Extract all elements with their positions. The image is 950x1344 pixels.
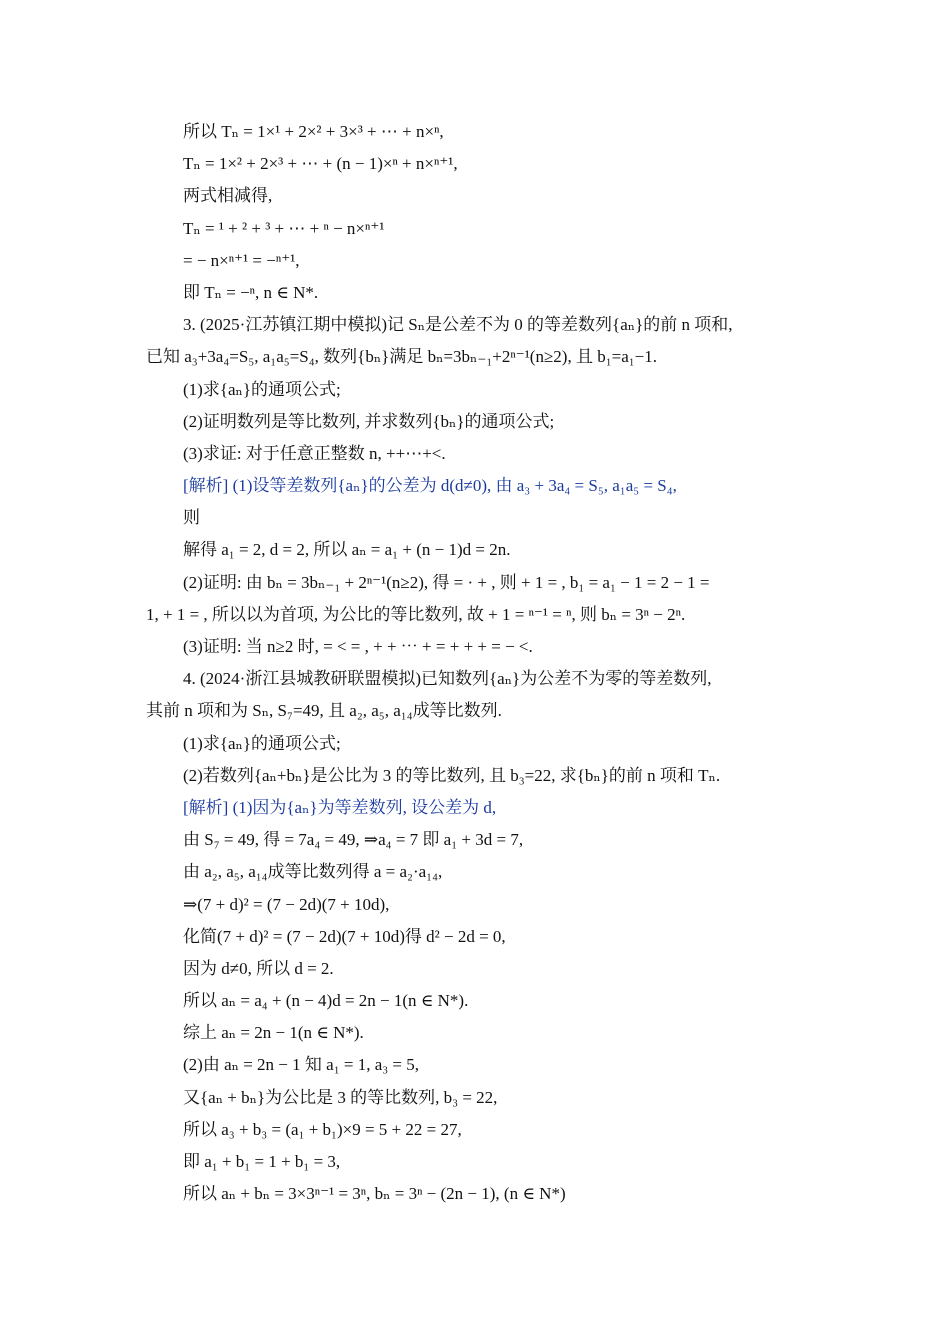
- document-page: [146, 116, 826, 1210]
- text-line: 因为 d≠0, 所以 d = 2.: [183, 958, 334, 978]
- text-line: Tₙ = 1×² + 2×³ + ⋯ + (n − 1)×ⁿ + n×ⁿ⁺¹,: [183, 154, 458, 174]
- text-line: 所以 Tₙ = 1×¹ + 2×² + 3×³ + ⋯ + n×ⁿ,: [183, 122, 444, 141]
- solution-label-line: [解析] (1)因为{aₙ}为等差数列, 设公差为 d,: [183, 797, 497, 817]
- text-line: 即 a₁ + b₁ = 1 + b₁ = 3,: [183, 1152, 341, 1171]
- text-line: 已知 a₃+3a₄=S₅, a₁a₅=S₄, 数列{bₙ}满足 bₙ=3bₙ₋₁+2ⁿ⁻¹(n≥2), 且 b₁=a₁−1.: [146, 347, 658, 367]
- text-line: (1)求{aₙ}的通项公式;: [183, 733, 341, 753]
- problem-4-heading: 4. (2024·浙江县城教研联盟模拟)已知数列{aₙ}为公差不为零的等差数列,: [183, 669, 712, 689]
- problem-3-heading: 3. (2025·江苏镇江期中模拟)记 Sₙ是公差不为 0 的等差数列{aₙ}的前 n 项和,: [183, 315, 733, 335]
- text-line: 由 S₇ = 49, 得 = 7a₄ = 49, ⇒a₄ = 7 即 a₁ + 3d = 7,: [183, 830, 524, 850]
- text-line: 化简(7 + d)² = (7 − 2d)(7 + 10d)得 d² − 2d = 0,: [183, 926, 506, 946]
- text-line: ⇒(7 + d)² = (7 − 2d)(7 + 10d),: [183, 894, 390, 914]
- text-line: 综上 aₙ = 2n − 1(n ∈ N*).: [183, 1023, 364, 1043]
- text-line: 又{aₙ + bₙ}为公比是 3 的等比数列, b₃ = 22,: [183, 1087, 498, 1107]
- solution-label-line: [解析] (1)设等差数列{aₙ}的公差为 d(d≠0), 由 a₃ + 3a₄ = S₅, a₁a₅ = S₄,: [183, 476, 677, 496]
- text-line: 即 Tₙ = −ⁿ, n ∈ N*.: [183, 282, 319, 302]
- text-line: 解得 a₁ = 2, d = 2, 所以 aₙ = a₁ + (n − 1)d = 2n.: [183, 540, 511, 560]
- text-line: 所以 a₃ + b₃ = (a₁ + b₁)×9 = 5 + 22 = 27,: [183, 1119, 462, 1139]
- text-line: (3)求证: 对于任意正整数 n, ++⋯+<.: [183, 443, 446, 463]
- text-line: 两式相减得,: [183, 186, 273, 206]
- text-line: 则: [183, 508, 200, 528]
- text-line: Tₙ = ¹ + ² + ³ + ⋯ + ⁿ − n×ⁿ⁺¹: [183, 218, 385, 238]
- text-line: (2)由 aₙ = 2n − 1 知 a₁ = 1, a₃ = 5,: [183, 1055, 420, 1075]
- text-line: 所以 aₙ + bₙ = 3×3ⁿ⁻¹ = 3ⁿ, bₙ = 3ⁿ − (2n − 1), (n ∈ N*): [183, 1184, 566, 1204]
- text-line: (3)证明: 当 n≥2 时, = < = , + + ⋯ + = + + + = − <.: [183, 637, 533, 656]
- text-line: = − n×ⁿ⁺¹ = −ⁿ⁺¹,: [183, 250, 300, 270]
- text-line: (1)求{aₙ}的通项公式;: [183, 379, 341, 399]
- text-line: (2)证明数列是等比数列, 并求数列{bₙ}的通项公式;: [183, 411, 555, 431]
- text-line: (2)若数列{aₙ+bₙ}是公比为 3 的等比数列, 且 b₃=22, 求{bₙ}的前 n 项和 Tₙ.: [183, 765, 721, 785]
- text-line: 所以 aₙ = a₄ + (n − 4)d = 2n − 1(n ∈ N*).: [183, 991, 469, 1011]
- text-line: 由 a₂, a₅, a₁₄成等比数列得 a = a₂·a₁₄,: [183, 862, 443, 882]
- text-line: 1, + 1 = , 所以以为首项, 为公比的等比数列, 故 + 1 = ⁿ⁻¹ = ⁿ, 则 bₙ = 3ⁿ − 2ⁿ.: [146, 604, 686, 624]
- text-line: 其前 n 项和为 Sₙ, S₇=49, 且 a₂, a₅, a₁₄成等比数列.: [146, 701, 502, 721]
- text-line: (2)证明: 由 bₙ = 3bₙ₋₁ + 2ⁿ⁻¹(n≥2), 得 = · + , 则 + 1 = , b₁ = a₁ − 1 = 2 − 1 =: [183, 572, 710, 592]
